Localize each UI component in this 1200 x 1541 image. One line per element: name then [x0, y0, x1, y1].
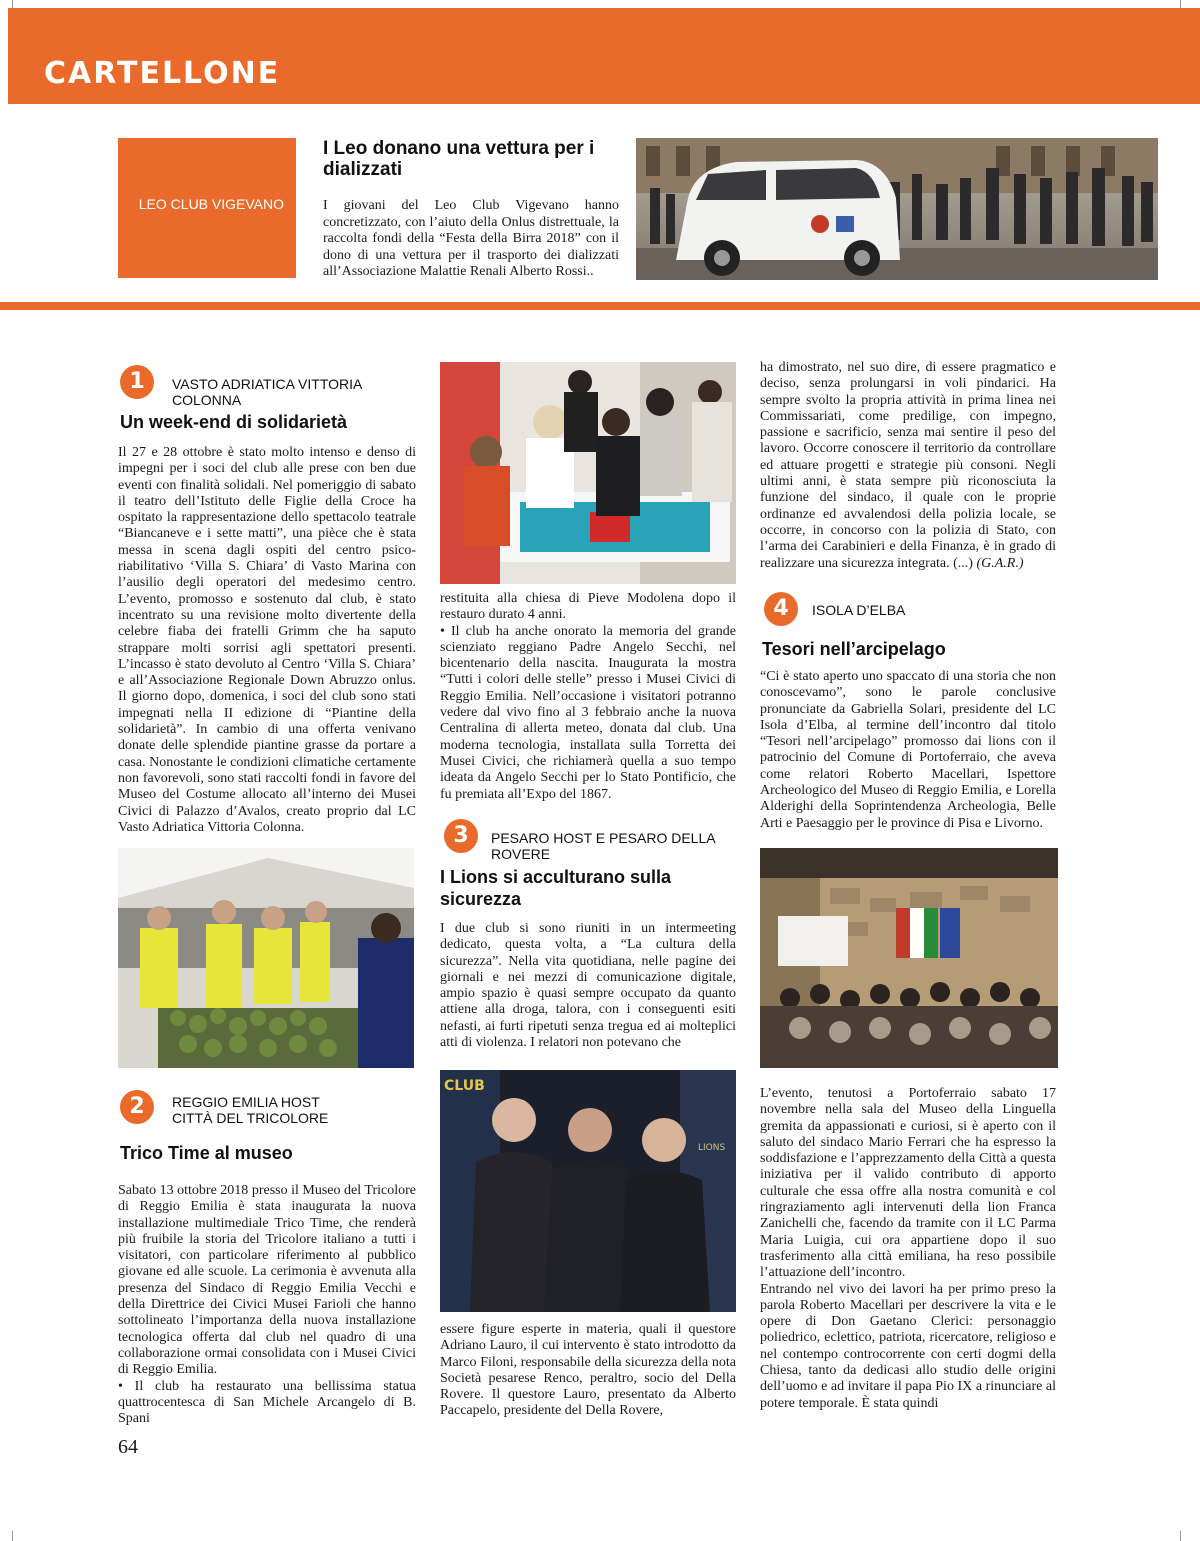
article-body-continued — [760, 360, 1056, 572]
article-body: I due club si sono riuniti in un intermeeting dedicato, questa volta, a “La cultura della sicurezza”. Nella vita quotidiana, nelle pagine dei giornali e nei mezzi di comunicazione digitale, ampio spazio è quasi sempre occupato da quanto attiene alla droga, talora, con i conseguenti esiti nefasti, ai furti ripetuti senza tregua ed ai molteplici atti di violenza. I relatori non potevano che — [440, 921, 736, 1051]
article-club-name: ISOLA D’ELBA — [812, 602, 906, 618]
photo-museum-visitors — [440, 362, 736, 584]
section-title: CARTELLONE — [44, 56, 281, 91]
leo-article-body: I giovani del Leo Club Vigevano hanno concretizzato, con l’aiuto della Onlus distrettuale, la raccolta fondi della “Festa della Birra 2018” con il dono di una vettura per il trasporto dei dializzati all’Associazione Malattie Renali Alberto Rossi.. — [323, 198, 619, 279]
article-club-name: VASTO ADRIATICA VITTORIA COLONNA — [172, 376, 362, 408]
photo-lions-text: LIONS — [698, 1143, 726, 1153]
article-title: Un week-end di solidarietà — [120, 412, 348, 432]
article-number-badge: 3 — [444, 819, 478, 853]
photo-conference-room — [760, 848, 1058, 1068]
page-number: 64 — [118, 1436, 138, 1458]
article-body: Il 27 e 28 ottobre è stato molto intenso e denso di impegni per i soci del club alle prese con ben due eventi con finalità solidali. Nel pomeriggio di sabato il teatro dell’Istituto delle Figlie della Croce ha ospitato la rappresentazione dello spettacolo teatrale “Biancaneve e i sette matti”, una pièce che è stata messa in scena dagli ospiti del centro psico-riabilitativo ‘Villa S. Chiara’ di Vasto Marina con l’ausilio degli operatori del medesimo centro. L’evento, promosso e sostenuto dal club, è stato incentrato su una revisione molto divertente della celebre fiaba dei fratelli Grimm che ha saputo strappare molti sorrisi agli spettatori presenti. L’incasso è stato devoluto al Centro ‘Villa S. Chiara’ e all’Associazione Regionale Down Abruzzo onlus. Il giorno dopo, domenica, i soci del club sono stati impegnati nella II edizione di “Piantine della solidarietà”. In cambio di una offerta venivano donate delle splendide piantine grasse da portare a casa. Nonostante le condizioni climatiche certamente non favorevoli, sono stati raccolti fondi in favore del Museo del Costume allocato all’interno dei Musei Civici di Palazzo d’Avalos, creato proprio dal LC Vasto Adriatica Vittoria Colonna. — [118, 445, 416, 835]
paragraph: restituita alla chiesa di Pieve Modolena dopo il restauro durato 4 anni. — [440, 591, 736, 623]
paragraph: ha dimostrato, nel suo dire, di essere pragmatico e deciso, senza prolungarsi in voli pindarici. Ha sempre svolto la propria attività in prima linea nei Commissariati, come predilige, con impegno, passione e sacrificio, senza mai sentire il peso del lavoro. Occorre conoscere il territorio da controllare ed attuare progetti e strategie più consoni. Negli ultimi anni, è stata sempre più riconosciuta la funzione del sindaco, il quale con le proprie ordinanze ed avvalendosi della polizia locale, se occorre, in concorso con la polizia di Stato, con l’arma dei Carabinieri e della Finanza, è in grado di realizzare una sicurezza integrata. (...) — [760, 360, 1056, 571]
article-body — [118, 1183, 416, 1427]
article-body: “Ci è stato aperto uno spaccato di una storia che non conoscevamo”, sono le parole conclusive pronunciate da Gabriella Solari, presidente del LC Isola d’Elba, al termine dell’incontro dal titolo “Tesori nell’arcipelago” promosso dai lions con il patrocinio del Comune di Portoferraio, che aveva come relatori Roberto Macellari, Ispettore Archeologico del Museo di Reggio Emilia, e Lorella Alderighi della Soprintendenza Archeologia, Belle Arti e Paesaggio per le province di Pisa e Livorno. — [760, 669, 1056, 831]
photo-plant-stand — [118, 848, 414, 1068]
article-title: Tesori nell’arcipelago — [762, 639, 946, 659]
article-number-badge: 1 — [120, 365, 154, 399]
photo-speakers — [440, 1070, 736, 1312]
leo-article-title: I Leo donano una vettura per i dializzati — [323, 138, 595, 180]
article-club-name: REGGIO EMILIA HOST CITTÀ DEL TRICOLORE — [172, 1094, 329, 1126]
photo-club-text: CLUB — [444, 1078, 485, 1094]
crop-mark — [12, 1531, 13, 1541]
article-title: Trico Time al museo — [120, 1143, 293, 1163]
article-body-continued — [440, 591, 736, 803]
article-body-continued: essere figure esperte in materia, quali il questore Adriano Lauro, il cui intervento è stato introdotto da Marco Filoni, responsabile della sicurezza della nota Società pesarese Renco, peraltro, socio del Della Rovere. Il questore Lauro, presentato da Alberto Paccapelo, presidente del Della Rovere, — [440, 1322, 736, 1419]
article-title: I Lions si acculturano sulla sicurezza — [440, 867, 672, 909]
signature: (G.A.R.) — [976, 555, 1024, 571]
paragraph: L’evento, tenutosi a Portoferraio sabato 17 novembre nella sala del Museo della Linguella gremita da appassionati e curiosi, si è aperto con il saluto del sindaco Mario Ferrari che ha espresso la soddisfazione e l’apprezzamento della Città a questa iniziativa per il valido contributo di apporto culturale che essa offre alla nostra comunità e col ringraziamento agli intervenuti della lion Franca Zanichelli che, facendo da tramite con il LC Parma Maria Luigia, cui ora appartiene dopo il suo trasferimento alla città emiliana, ha reso possibile l’attuazione dell’incontro. — [760, 1086, 1056, 1281]
club-label: LEO CLUB VIGEVANO — [138, 196, 284, 212]
section-divider — [0, 302, 1200, 310]
paragraph: Entrando nel vivo dei lavori ha per primo preso la parola Roberto Macellari per descrivere la vita e le opere di Don Gaetano Clerici: personaggio poliedrico, eclettico, patriota, ricercatore, religioso e nel contempo controcorrente con certi dogmi della Chiesa, tanto da dedicasi allo studio delle origini dell’uomo e ad invitare il papa Pio IX a rinunciare al potere temporale. È stata quindi — [760, 1281, 1056, 1411]
club-label-box — [118, 138, 296, 278]
photo-car — [636, 138, 1158, 280]
paragraph: • Il club ha restaurato una bellissima statua quattrocentesca di San Michele Arcangelo di B. Spani — [118, 1378, 416, 1427]
article-number-badge: 4 — [764, 592, 798, 626]
article-body-continued — [760, 1086, 1056, 1412]
crop-mark — [1180, 1531, 1181, 1541]
article-number-badge: 2 — [120, 1090, 154, 1124]
paragraph: • Il club ha anche onorato la memoria del grande scienziato reggiano Padre Angelo Secchi, nel bicentenario della nascita. Inaugurata la mostra “Tutti i colori delle stelle” presso i Musei Civici di Reggio Emilia. Nell’occasione i visitatori potranno vedere dal vivo fino al 3 febbraio anche la nuova Centralina di allerta meteo, donata dal club. Una moderna tecnologia, installata sulla Torretta dei Musei Civici, che richiamerà quella a suo tempo ideata da Angelo Secchi per lo Stato Pontificio, che fu premiata all’Expo del 1867. — [440, 623, 736, 802]
article-club-name: PESARO HOST E PESARO DELLA ROVERE — [491, 830, 715, 862]
paragraph: Sabato 13 ottobre 2018 presso il Museo del Tricolore di Reggio Emilia è stata inaugurata la nuova installazione multimediale Trico Time, che renderà più fruibile la storia del Tricolore italiano a tutti i visitatori, con particolare riferimento al pubblico giovane ed alle scuole. La cerimonia è avvenuta alla presenza del Sindaco di Reggio Emilia Vecchi e della Direttrice dei Civici Musei Farioli che hanno sottolineato l’importanza della nuova installazione tecnologica offerta dal club nel quadro di una collaborazione ormai consolidata con i Musei Civici di Reggio Emilia. — [118, 1183, 416, 1378]
